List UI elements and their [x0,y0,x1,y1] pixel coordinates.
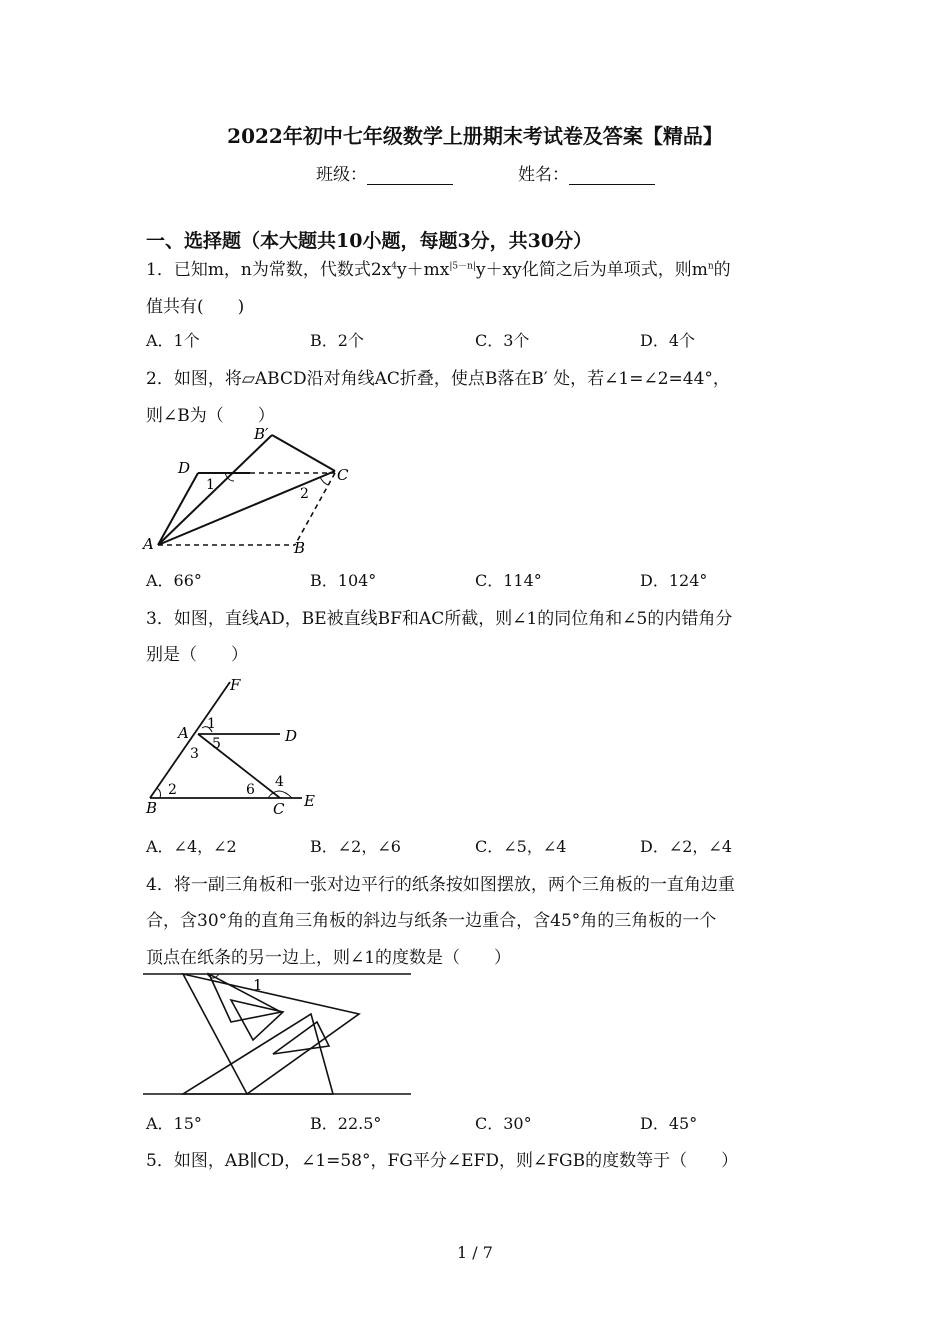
question-3-line2: 别是（ ） [146,645,248,665]
name-blank[interactable] [569,166,655,185]
fig3-label-f: F [230,676,241,694]
fig3-label-3: 3 [190,746,199,762]
q3-option-d[interactable]: D．∠2，∠4 [640,837,733,856]
q4-option-a[interactable]: A．15° [146,1114,202,1133]
question-1-line2: 值共有( ) [146,297,245,317]
question-4-line2: 合，含30°角的直角三角板的斜边与纸条一边重合，含45°角的三角板的一个 [146,911,717,931]
fig3-label-b: B [146,799,158,817]
fig3-label-4: 4 [275,774,284,790]
question-4-line3: 顶点在纸条的另一边上，则∠1的度数是（ ） [146,948,512,968]
q2-option-a[interactable]: A．66° [146,571,202,590]
fig2-label-d: D [178,459,191,477]
q3-option-c[interactable]: C．∠5，∠4 [475,837,567,856]
name-field[interactable] [518,160,655,185]
question-5-line1: 5．如图，AB∥CD，∠1=58°，FG平分∠EFD，则∠FGB的度数等于（ ） [146,1151,739,1171]
class-blank[interactable] [367,166,453,185]
q2-option-c[interactable]: C．114° [475,571,542,590]
question-1-line1: 1．已知m，n为常数，代数式$2x^4y+mx^{|5-n|}y+xy$化简之后为单项式，则$m^n$的 [146,260,731,280]
question-4-line1: 4．将一副三角板和一张对边平行的纸条按如图摆放，两个三角板的一直角边重 [146,875,735,895]
page-title: 2022年初中七年级数学上册期末考试卷及答案【精品】 [227,124,723,148]
figure-parallelogram-fold [140,425,355,555]
fig3-label-2: 2 [168,782,177,798]
fig2-label-c: C [337,466,349,484]
fig2-label-b: B [294,539,306,555]
q4-option-c[interactable]: C．30° [475,1114,532,1133]
q1-option-b[interactable]: B．2个 [310,331,364,350]
fig4-label-1: 1 [253,976,263,994]
question-2-line1: 2．如图，将▱ABCD沿对角线AC折叠，使点B落在B′ 处，若∠1=∠2=44°， [146,369,730,389]
q2-option-b[interactable]: B．104° [310,571,377,590]
q1-option-a[interactable]: A．1个 [146,331,200,350]
q4-option-d[interactable]: D．45° [640,1114,698,1133]
name-label: 姓名： [518,165,569,185]
question-2-line2: 则∠B为（ ） [146,406,275,426]
q1-option-d[interactable]: D．4个 [640,331,696,350]
fig3-label-d: D [285,727,298,745]
page-number: 1 / 7 [457,1243,493,1262]
q4-option-b[interactable]: B．22.5° [310,1114,382,1133]
fig3-label-1: 1 [207,716,216,732]
fig3-label-a: A [178,724,189,742]
q3-option-a[interactable]: A．∠4，∠2 [146,837,237,856]
fig2-label-a: A [143,535,154,553]
question-3-line1: 3．如图，直线AD，BE被直线BF和AC所截，则∠1的同位角和∠5的内错角分 [146,609,733,629]
q1-option-c[interactable]: C．3个 [475,331,530,350]
fig2-label-2: 2 [300,486,309,502]
fig3-label-e: E [304,792,315,810]
fig2-label-1: 1 [206,477,215,493]
fig3-label-6: 6 [246,782,255,798]
q3-option-b[interactable]: B．∠2，∠6 [310,837,401,856]
fig3-label-5: 5 [212,736,221,752]
class-label: 班级： [316,165,367,185]
figure-transversals [140,672,325,817]
fig2-label-bprime: B′ [254,425,269,443]
class-field[interactable] [316,160,453,185]
q2-option-d[interactable]: D．124° [640,571,708,590]
figure-set-squares [143,970,415,1098]
fig3-label-c: C [273,800,285,817]
section-heading: 一、选择题（本大题共10小题，每题3分，共30分） [146,230,593,252]
